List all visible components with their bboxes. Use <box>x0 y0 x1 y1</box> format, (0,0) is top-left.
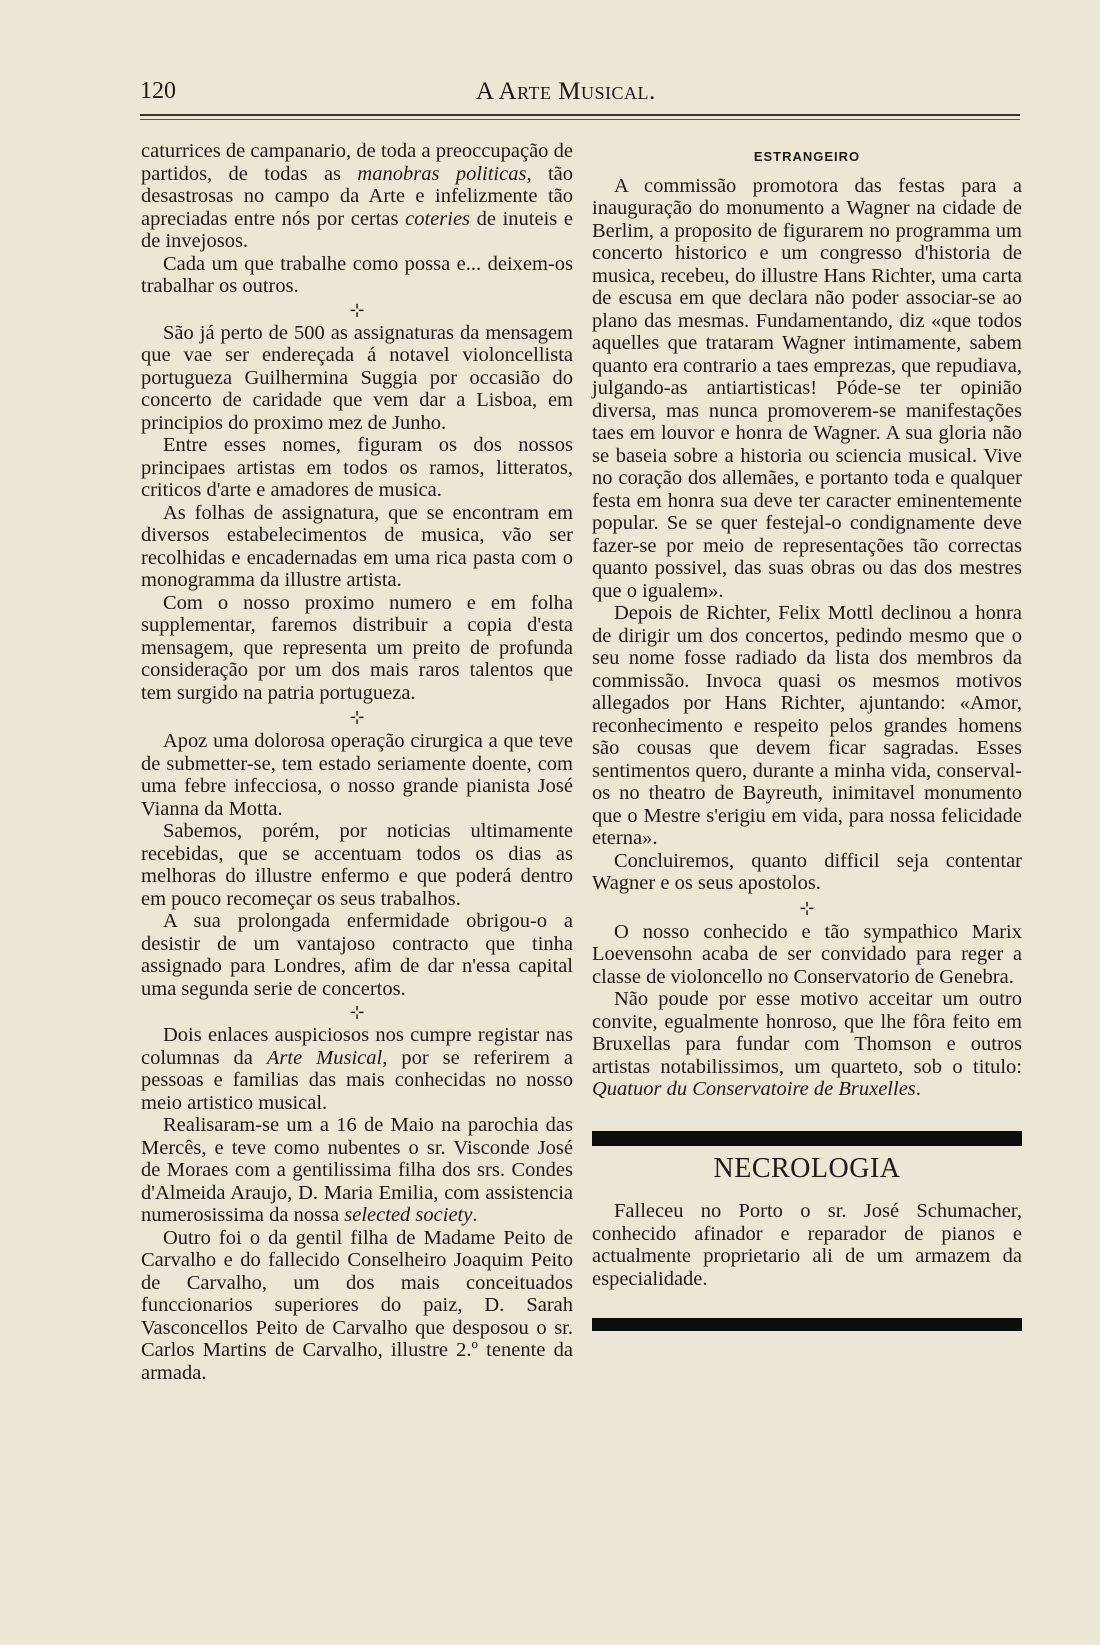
paragraph: O nosso conhecido e tão sympathico Marix Loevensohn acaba de ser convidado para reger a classe de violoncello no Conservatorio de Genebra. <box>592 920 1022 988</box>
paragraph: A sua prolongada enfermidade obrigou-o a desistir de um vantajoso contracto que tinha assignado para Londres, afim de dar n'essa capital uma segunda serie de concertos. <box>141 910 573 1000</box>
paragraph: Cada um que trabalhe como possa e... deixem-os trabalhar os outros. <box>141 252 573 297</box>
italic-term: manobras politicas <box>357 162 527 185</box>
left-column <box>141 140 573 1384</box>
italic-term: selected society <box>344 1204 473 1226</box>
right-column <box>592 140 1022 1343</box>
paragraph: Concluiremos, quanto difficil seja contentar Wagner e os seus apostolos. <box>592 849 1022 894</box>
paragraph: A commissão promotora das festas para a inauguração do monumento a Wagner na cidade de Berlim, a proposito de figurarem no programma um concerto historico e um congresso d'historia de musica, recebeu, do illustre Hans Richter, uma carta de escusa em que declara não poder associar-se ao plano das mesmas. Fundamentando, diz «que todos aquelles que trataram Wagner intimamente, sabem quanto era contrario a taes emprezas, que repudiava, julgando-as antiartisticas! Póde-se ter opinião diversa, mas nunca promoverem-se manifestações taes em louvor e honra de Wagner. A sua gloria não se baseia sobre a historia ou sciencia musical. Vive no coração dos allemães, e portanto toda e qualquer festa em honra sua deve ter caracter eminentemente popular. Se se quer festejal-o condignamente deve fazer-se por meio de representações tão correctas quanto possivel, das suas obras ou das dos mestres que o igualem». <box>592 174 1022 602</box>
paragraph: As folhas de assignatura, que se encontram em diversos estabelecimentos de musica, vão ser recolhidas e encadernadas em uma rica pasta com o monogramma da illustre artista. <box>141 501 573 591</box>
paragraph: Sabemos, porém, por noticias ultimamente recebidas, que se accentuam todos os dias as melhoras do illustre enfermo e que poderá dentro em pouco recomeçar os seus trabalhos. <box>141 820 573 910</box>
running-title: A Arte Musical. <box>476 78 656 105</box>
paragraph: caturrices de campanario, de toda a preoccupação de partidos, de todas as manobras politicas, tão desastrosas no campo da Arte e infelizmente tão apreciadas entre nós por certas coteries de inuteis e de invejosos. <box>141 140 573 252</box>
necrology-heading: NECROLOGIA <box>713 1152 901 1184</box>
paragraph: São já perto de 500 as assignaturas da mensagem que vae ser endereçada á notavel violoncellista portugueza Guilhermina Suggia por occasião do concerto de caridade que vem dar a Lisboa, em principios do proximo mez de Junho. <box>141 321 573 434</box>
paragraph: Apoz uma dolorosa operação cirurgica a que teve de submetter-se, tem estado seriamente doente, com uma febre infecciosa, o nosso grande pianista José Vianna da Motta. <box>141 730 573 820</box>
italic-term: coteries <box>405 207 471 230</box>
paragraph: Com o nosso proximo numero e em folha supplementar, faremos distribuir a copia d'esta mensagem, que representa um preito de profunda consideração por um dos mais raros talentos que tem surgido na patria portugueza. <box>141 591 573 704</box>
page-header <box>140 78 1020 110</box>
italic-term: Quatuor du Conservatoire de Bruxelles <box>592 1078 916 1100</box>
ornament-divider: ⊹ <box>349 299 365 320</box>
paragraph: Falleceu no Porto o sr. José Schumacher, conhecido afinador e reparador de pianos e actualmente proprietario ali de um armazem da especialidade. <box>592 1200 1022 1290</box>
section-heading: ESTRANGEIRO <box>753 149 861 164</box>
ornament-divider: ⊹ <box>349 1002 365 1022</box>
paragraph: Realisaram-se um a 16 de Maio na parochia das Mercês, e teve como nubentes o sr. Visconde José de Moraes com a gentilissima filha dos srs. Condes d'Almeida Araujo, D. Maria Emilia, com assistencia numerosissima da nossa selected society. <box>141 1114 573 1226</box>
header-rule <box>140 114 1020 116</box>
italic-term: Arte Musical <box>266 1046 383 1069</box>
paragraph: Outro foi o da gentil filha de Madame Peito de Carvalho e do fallecido Conselheiro Joaquim Peito de Carvalho, um dos mais conceituados funccionarios superiores do paiz, D. Sarah Vasconcellos Peito de Carvalho que desposou o sr. Carlos Martins de Carvalho, illustre 2.º tenente da armada. <box>141 1226 573 1384</box>
black-band-divider <box>592 1318 1022 1331</box>
black-band-divider <box>592 1131 1022 1146</box>
paragraph: Entre esses nomes, figuram os dos nossos principaes artistas em todos os ramos, litteratos, criticos d'arte e amadores de musica. <box>141 434 573 501</box>
header-rule-secondary <box>140 119 1020 120</box>
page-number: 120 <box>140 78 176 104</box>
ornament-divider: ⊹ <box>799 897 815 918</box>
paragraph: Depois de Richter, Felix Mottl declinou a honra de dirigir um dos concertos, pedindo mesmo que o seu nome fosse radiado da lista dos membros da commissão. Invoca quasi os mesmos motivos allegados por Hans Richter, ajuntando: «Amor, reconhecimento e respeito pelos grandes homens são cousas que devem ficar sagradas. Esses sentimentos quero, durante a minha vida, conserval-os no theatro de Bayreuth, inimitavel monumento que o Mestre s'erigiu em vida, para nossa felicidade eterna». <box>592 602 1022 849</box>
paragraph: Não poude por esse motivo acceitar um outro convite, egualmente honroso, que lhe fôra feito em Bruxellas para fundar com Thomson e outros artistas notabilissimos, um quarteto, sob o titulo: Quatuor du Conservatoire de Bruxelles. <box>592 988 1022 1100</box>
paragraph: Dois enlaces auspiciosos nos cumpre registar nas columnas da Arte Musical, por se referirem a pessoas e familias das mais conhecidas no nosso meio artistico musical. <box>141 1024 574 1114</box>
ornament-divider: ⊹ <box>349 707 365 727</box>
